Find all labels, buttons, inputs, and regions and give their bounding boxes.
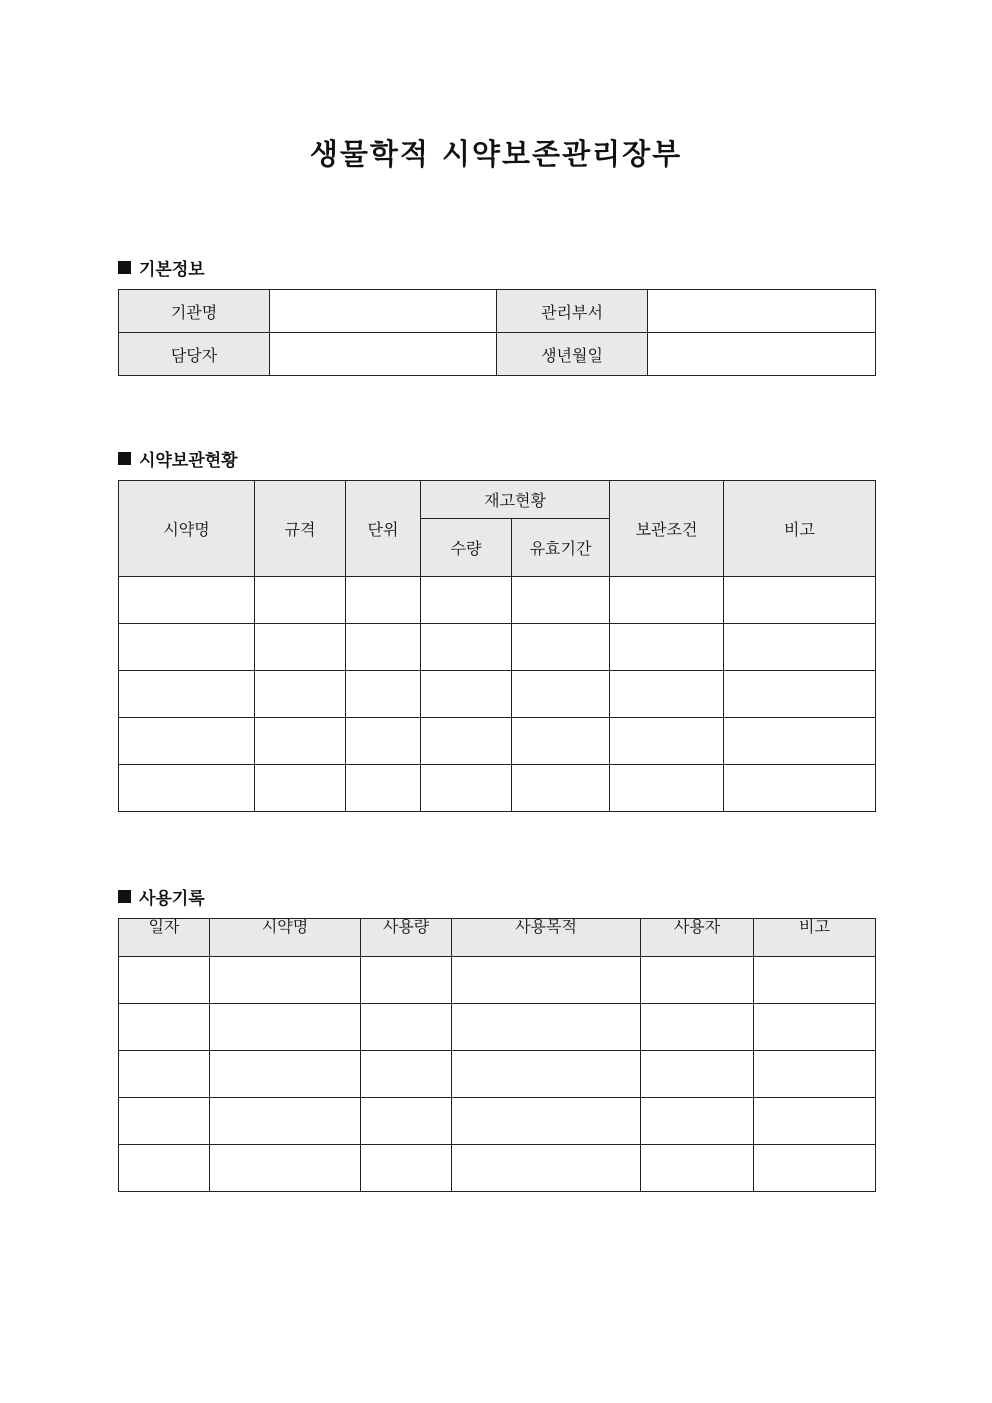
table-cell[interactable] [346,577,421,624]
section-basic-label: 기본정보 [139,260,205,280]
storage-table [118,480,876,812]
section-storage-label: 시약보관현황 [139,451,238,471]
table-cell[interactable] [119,718,255,765]
table-cell[interactable] [119,577,255,624]
table-cell[interactable] [210,957,361,1004]
table-cell[interactable] [210,1145,361,1192]
manager-field[interactable] [270,333,497,376]
table-cell[interactable] [119,1098,210,1145]
table-cell[interactable] [361,957,452,1004]
square-bullet-icon [118,261,131,274]
table-cell[interactable] [724,718,876,765]
table-cell[interactable] [610,624,724,671]
table-row [119,671,876,718]
table-cell[interactable] [421,671,512,718]
table-cell[interactable] [255,624,346,671]
square-bullet-icon [118,452,131,465]
table-cell[interactable] [641,1145,754,1192]
table-cell[interactable] [119,765,255,812]
table-row [119,290,876,333]
table-cell[interactable] [641,1051,754,1098]
col-note-header: 비고 [724,481,876,577]
table-row [119,624,876,671]
table-cell[interactable] [452,1098,641,1145]
section-storage-heading [118,446,238,471]
table-cell[interactable] [361,1098,452,1145]
table-row [119,1004,876,1051]
table-cell[interactable] [724,671,876,718]
usage-table [118,918,876,1192]
table-cell[interactable] [452,1004,641,1051]
square-bullet-icon [118,890,131,903]
section-basic-heading [118,255,205,280]
table-cell[interactable] [452,1145,641,1192]
table-cell[interactable] [361,1145,452,1192]
table-row [119,577,876,624]
table-cell[interactable] [512,671,610,718]
table-cell[interactable] [346,671,421,718]
table-cell[interactable] [512,718,610,765]
col-qty-header: 수량 [421,519,512,577]
table-cell[interactable] [361,1004,452,1051]
table-row [119,1145,876,1192]
table-cell[interactable] [754,1051,876,1098]
col-condition-header: 보관조건 [610,481,724,577]
section-usage-label: 사용기록 [139,889,205,909]
table-cell[interactable] [512,577,610,624]
col-stock-header: 재고현황 [421,481,610,519]
table-cell[interactable] [512,765,610,812]
org-field[interactable] [270,290,497,333]
table-cell[interactable] [119,1004,210,1051]
table-cell[interactable] [255,671,346,718]
table-cell[interactable] [754,1145,876,1192]
table-cell[interactable] [754,1004,876,1051]
table-cell[interactable] [421,765,512,812]
table-cell[interactable] [610,577,724,624]
org-label: 기관명 [119,290,270,333]
table-cell[interactable] [724,577,876,624]
table-header-row [119,919,876,957]
table-row [119,333,876,376]
table-cell[interactable] [119,957,210,1004]
table-row [119,1098,876,1145]
table-cell[interactable] [119,671,255,718]
table-header-row [119,481,876,519]
table-cell[interactable] [452,1051,641,1098]
table-cell[interactable] [119,624,255,671]
table-cell[interactable] [421,624,512,671]
table-cell[interactable] [119,1145,210,1192]
col-note-header: 비고 [754,919,876,957]
table-row [119,1051,876,1098]
table-cell[interactable] [724,765,876,812]
dept-field[interactable] [648,290,876,333]
col-amount-header: 사용량 [361,919,452,957]
table-cell[interactable] [610,671,724,718]
table-cell[interactable] [361,1051,452,1098]
table-cell[interactable] [210,1051,361,1098]
table-cell[interactable] [210,1098,361,1145]
table-cell[interactable] [255,765,346,812]
col-name-header: 시약명 [119,481,255,577]
table-cell[interactable] [210,1004,361,1051]
col-name-header: 시약명 [210,919,361,957]
table-cell[interactable] [255,718,346,765]
table-row [119,765,876,812]
table-cell[interactable] [610,765,724,812]
table-cell[interactable] [346,718,421,765]
table-cell[interactable] [754,1098,876,1145]
table-row [119,957,876,1004]
table-cell[interactable] [255,577,346,624]
col-spec-header: 규격 [255,481,346,577]
col-unit-header: 단위 [346,481,421,577]
birth-field[interactable] [648,333,876,376]
table-cell[interactable] [119,1051,210,1098]
table-cell[interactable] [421,718,512,765]
table-cell[interactable] [641,957,754,1004]
birth-label: 생년월일 [497,333,648,376]
col-user-header: 사용자 [641,919,754,957]
table-cell[interactable] [724,624,876,671]
table-cell[interactable] [641,1098,754,1145]
dept-label: 관리부서 [497,290,648,333]
col-date-header: 일자 [119,919,210,957]
manager-label: 담당자 [119,333,270,376]
table-cell[interactable] [452,957,641,1004]
table-cell[interactable] [512,624,610,671]
col-purpose-header: 사용목적 [452,919,641,957]
table-row [119,718,876,765]
table-cell[interactable] [641,1004,754,1051]
table-cell[interactable] [421,577,512,624]
table-cell[interactable] [346,624,421,671]
section-usage-heading [118,884,205,909]
basic-info-table [118,289,876,376]
table-cell[interactable] [610,718,724,765]
table-cell[interactable] [346,765,421,812]
col-expiry-header: 유효기간 [512,519,610,577]
table-cell[interactable] [754,957,876,1004]
page-title: 생물학적 시약보존관리장부 [309,137,683,171]
